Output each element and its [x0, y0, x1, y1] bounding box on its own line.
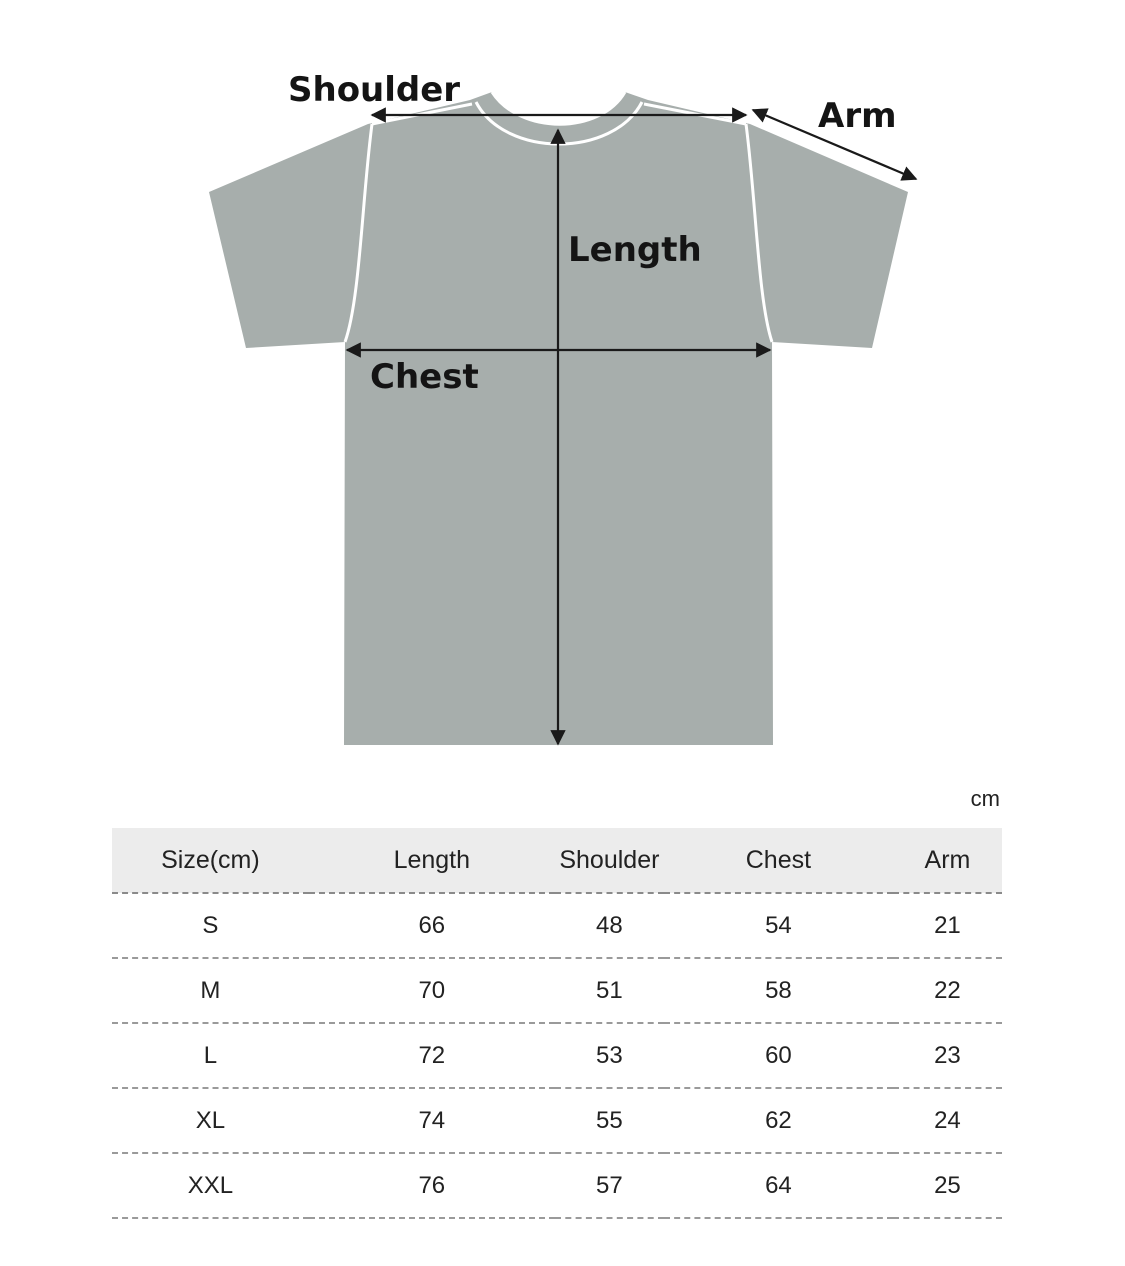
- arm-cell: 24: [893, 1088, 1002, 1153]
- shoulder-cell: 53: [555, 1023, 664, 1088]
- size-cell: XL: [112, 1088, 309, 1153]
- length-label: Length: [568, 230, 702, 270]
- shoulder-cell: 51: [555, 958, 664, 1023]
- length-cell: 74: [309, 1088, 555, 1153]
- table-header-row: [112, 828, 1002, 893]
- unit-label: cm: [970, 786, 1000, 811]
- size-chart-table: [112, 828, 1002, 1219]
- size-cell: M: [112, 958, 309, 1023]
- arm-label: Arm: [818, 96, 897, 136]
- table-row: [112, 1153, 1002, 1218]
- header-size: Size(cm): [112, 828, 309, 893]
- chest-label: Chest: [370, 357, 479, 397]
- length-cell: 70: [309, 958, 555, 1023]
- chest-cell: 64: [664, 1153, 893, 1218]
- header-shoulder: Shoulder: [555, 828, 664, 893]
- table-row: [112, 1023, 1002, 1088]
- arm-cell: 25: [893, 1153, 1002, 1218]
- chest-cell: 60: [664, 1023, 893, 1088]
- shoulder-cell: 57: [555, 1153, 664, 1218]
- size-cell: XXL: [112, 1153, 309, 1218]
- header-chest: Chest: [664, 828, 893, 893]
- arm-cell: 21: [893, 893, 1002, 958]
- size-cell: L: [112, 1023, 309, 1088]
- table-row: [112, 1088, 1002, 1153]
- length-cell: 72: [309, 1023, 555, 1088]
- size-cell: S: [112, 893, 309, 958]
- length-cell: 66: [309, 893, 555, 958]
- shoulder-cell: 48: [555, 893, 664, 958]
- header-length: Length: [309, 828, 555, 893]
- chest-cell: 62: [664, 1088, 893, 1153]
- shoulder-label: Shoulder: [288, 70, 461, 110]
- arm-cell: 22: [893, 958, 1002, 1023]
- chest-cell: 54: [664, 893, 893, 958]
- table-row: [112, 958, 1002, 1023]
- shoulder-cell: 55: [555, 1088, 664, 1153]
- chest-cell: 58: [664, 958, 893, 1023]
- table-row: [112, 893, 1002, 958]
- length-cell: 76: [309, 1153, 555, 1218]
- header-arm: Arm: [893, 828, 1002, 893]
- arm-cell: 23: [893, 1023, 1002, 1088]
